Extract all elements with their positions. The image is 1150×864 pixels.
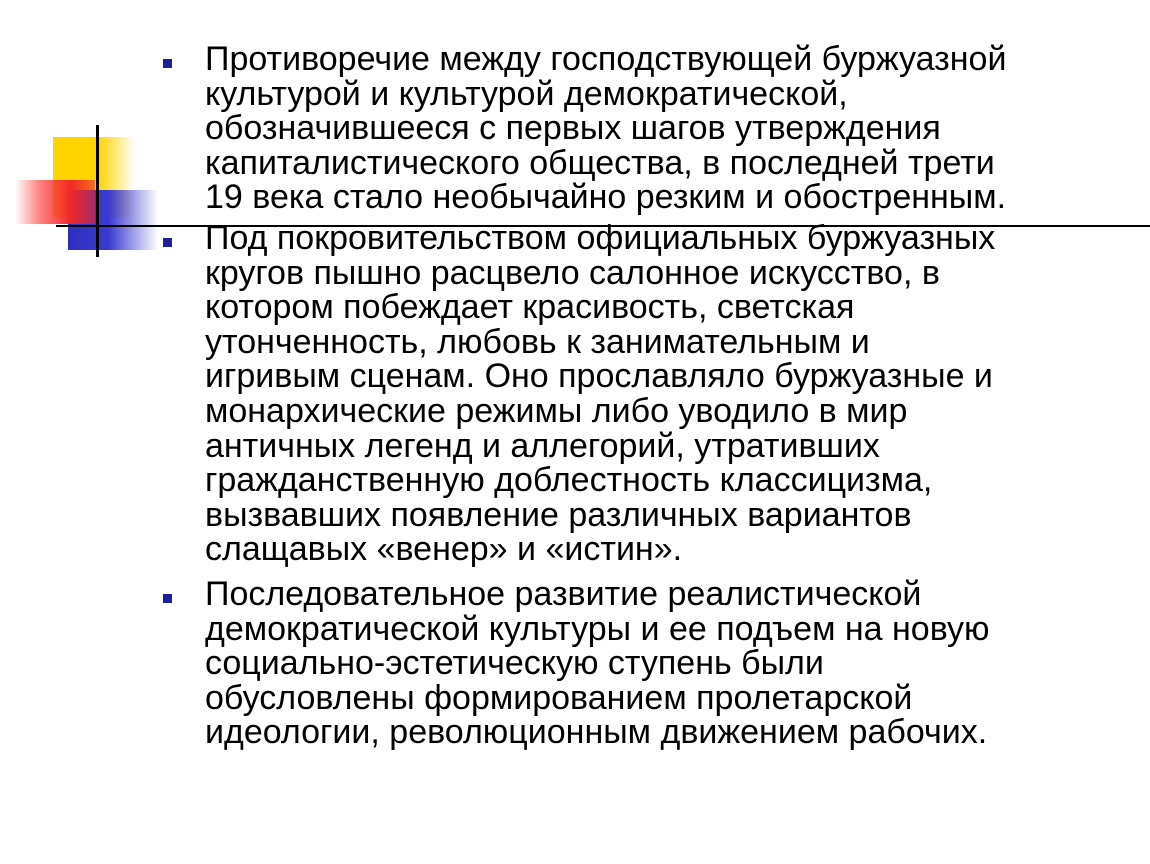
square-bullet-icon [163,594,172,603]
vertical-rule-decoration [96,125,99,257]
square-bullet-icon [163,59,172,68]
bullet-item [163,218,1123,569]
slide-body [163,42,1123,756]
bullet-item [163,42,1123,215]
bullet-text: Под покровительством официальных буржуазных кругов пышно расцвело салонное искусство, в котором побеждает красивость, светская утонченность, любовь к занимательным и игривым сценам. Оно прославляло буржуазные и монархические режимы либо уводило в мир античных легенд и аллегорий, утративших гражданственную доблестность классицизма, вызвавших появление различных вариантов слащавых «венер» и «истин». [205,218,996,569]
decorative-corner-graphic [0,0,180,270]
bullet-item [163,574,1123,752]
bullet-text: Последовательное развитие реалистической демократической культуры и ее подъем на новую социально-эстетическую ступень были обусловлены формированием пролетарской идеологии, революционным движением рабочих. [205,574,990,752]
square-bullet-icon [163,238,172,247]
bullet-text: Противоречие между господствующей буржуазной культурой и культурой демократической, обозначившееся с первых шагов утверждения капиталистического общества, в последней трети 19 века стало необычайно резким и обостренным. [205,40,1007,217]
red-square-decoration [15,180,95,224]
